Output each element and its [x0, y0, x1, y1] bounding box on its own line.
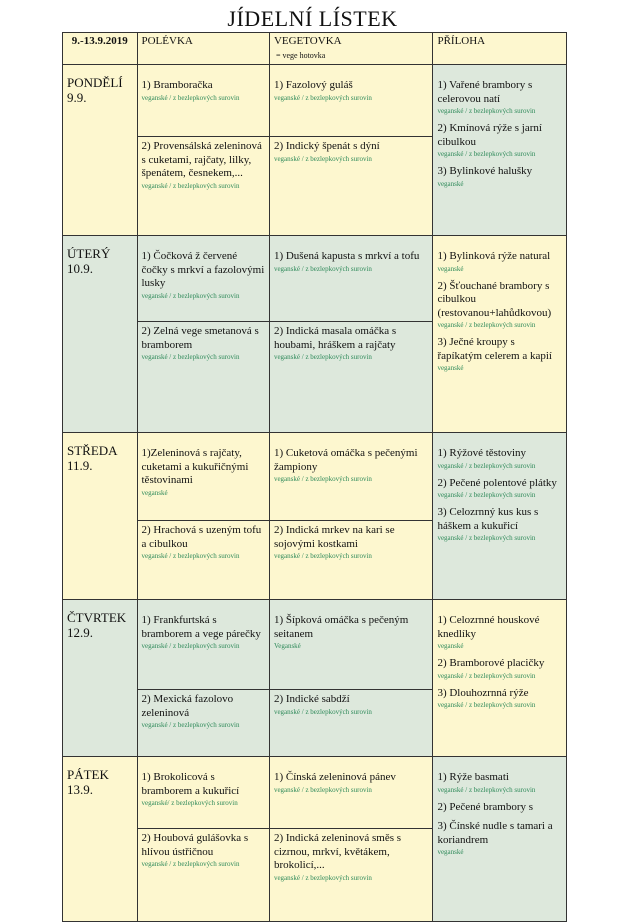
diet-note: veganské / z bezlepkových surovin [437, 107, 536, 115]
day-cell [63, 600, 138, 757]
day-date: 9.9. [67, 90, 87, 105]
side-dish: 3) Celozrnný kus kus s háškem a kukuřicí [437, 506, 539, 532]
side-cell [433, 757, 567, 922]
day-name: PÁTEK [67, 767, 109, 782]
diet-note: veganské/ z bezlepkových surovin [141, 799, 238, 807]
column-header-soup: POLÉVKA [137, 33, 269, 65]
side-dish: 1) Rýže basmati [437, 771, 509, 783]
day-date: 10.9. [67, 261, 93, 276]
menu-table [62, 32, 567, 922]
day-row [63, 600, 567, 690]
side-item [437, 250, 562, 274]
side-cell [433, 600, 567, 757]
diet-note: veganské / z bezlepkových surovin [141, 93, 240, 102]
day-name: ČTVRTEK [67, 610, 127, 625]
veg-cell [269, 322, 433, 433]
diet-note: veganské / z bezlepkových surovin [141, 181, 240, 190]
diet-note: veganské / z bezlepkových surovin [437, 321, 536, 329]
veg-dish: 2) Indická zeleninová směs s cizrnou, mrkví, květákem, brokolicí,... [273, 832, 402, 871]
diet-note: veganské / z bezlepkových surovin [273, 707, 372, 716]
diet-note: veganské / z bezlepkových surovin [273, 475, 372, 483]
veg-cell [269, 137, 433, 236]
diet-note: veganské / z bezlepkových surovin [437, 150, 536, 158]
soup-cell [137, 757, 269, 829]
side-item [437, 79, 562, 116]
side-cell [433, 433, 567, 600]
side-item [437, 477, 562, 501]
side-item [437, 165, 562, 189]
diet-note: veganské / z bezlepkových surovin [437, 785, 536, 794]
side-item [437, 657, 562, 681]
diet-note: veganské / z bezlepkových surovin [437, 701, 536, 709]
soup-dish: 1) Brokolicová s bramborem a kukuřicí [141, 771, 240, 797]
day-name: ÚTERÝ [67, 246, 111, 261]
diet-note: veganské / z bezlepkových surovin [273, 353, 372, 361]
soup-dish: 1) Čočková ž červené čočky s mrkví a fazolovými lusky [141, 250, 265, 289]
soup-cell [137, 521, 269, 600]
veg-dish: 2) Indické sabdží [273, 693, 350, 705]
diet-note: veganské / z bezlepkových surovin [273, 264, 372, 273]
veg-dish: 1) Fazolový guláš [273, 79, 353, 91]
side-item [437, 687, 562, 711]
side-dish: 3) Čínské nudle s tamari a koriandrem [437, 820, 553, 846]
side-cell [433, 236, 567, 433]
veg-cell [269, 521, 433, 600]
diet-note: veganské / z bezlepkových surovin [141, 552, 240, 560]
day-row [63, 65, 567, 137]
side-dish: 2) Pečené brambory s [437, 800, 534, 813]
soup-cell [137, 433, 269, 521]
day-cell [63, 433, 138, 600]
side-item [437, 336, 562, 373]
soup-dish: 1) Frankfurtská s bramborem a vege párečky [141, 614, 261, 640]
side-item [437, 122, 562, 159]
diet-note: veganské / z bezlepkových surovin [273, 873, 372, 882]
column-header-veg-label: VEGETOVKA [273, 35, 342, 47]
soup-dish: 2) Hrachová s uzeným tofu a cibulkou [141, 524, 262, 550]
soup-dish: 2) Houbová gulášovka s hlívou ústřičnou [141, 832, 249, 858]
side-dish: 2) Bramborové placičky [437, 657, 545, 669]
soup-cell [137, 65, 269, 137]
diet-note: veganské / z bezlepkových surovin [141, 353, 240, 361]
veg-cell [269, 757, 433, 829]
side-dish: 2) Kmínová rýže s jarní cibulkou [437, 122, 542, 148]
diet-note: veganské / z bezlepkových surovin [437, 491, 536, 499]
veg-cell [269, 600, 433, 690]
soup-cell [137, 236, 269, 322]
day-row [63, 236, 567, 322]
side-item [437, 447, 562, 471]
veg-dish: 1) Dušená kapusta s mrkví a tofu [273, 250, 420, 262]
diet-note: Veganské [273, 642, 301, 650]
diet-note: veganské [437, 364, 464, 372]
day-cell [63, 757, 138, 922]
diet-note: veganské [437, 179, 464, 188]
side-dish: 1) Vařené brambory s celerovou natí [437, 79, 533, 105]
soup-cell [137, 829, 269, 922]
veg-cell [269, 65, 433, 137]
soup-dish: 2) Provensálská zeleninová s cuketami, rajčaty, lilky, špenátem, česnekem,... [141, 140, 262, 179]
veg-dish: 2) Indická mrkev na kari se sojovými kostkami [273, 524, 395, 550]
diet-note: veganské / z bezlepkových surovin [273, 552, 372, 560]
day-row [63, 433, 567, 521]
day-name: STŘEDA [67, 443, 118, 458]
veg-cell [269, 433, 433, 521]
day-date: 11.9. [67, 458, 93, 473]
veg-dish: 1) Cuketová omáčka s pečenými žampiony [273, 447, 418, 473]
diet-note: veganské / z bezlepkových surovin [273, 785, 372, 794]
diet-note: veganské [437, 642, 464, 650]
diet-note: veganské / z bezlepkových surovin [273, 154, 372, 163]
soup-dish: 1)Zeleninová s rajčaty, cuketami a kukuřičnými těstovinami [141, 447, 249, 486]
side-dish: 3) Ječné kroupy s řapíkatým celerem a kapií [437, 336, 552, 362]
side-dish: 2) Šťouchané brambory s cibulkou (restovanou+lahůdkovou) [437, 279, 552, 319]
side-item [437, 801, 562, 815]
veg-dish: 2) Indická masala omáčka s houbami, hráškem a rajčaty [273, 325, 397, 351]
day-name: PONDĚLÍ [67, 75, 123, 90]
veg-dish: 2) Indický špenát s dýní [273, 140, 380, 152]
diet-note: veganské [141, 488, 168, 497]
days-body [63, 65, 567, 922]
veg-dish: 1) Šípková omáčka s pečeným seitanem [273, 614, 409, 640]
diet-note: veganské / z bezlepkových surovin [141, 721, 240, 729]
soup-dish: 2) Mexická fazolovo zeleninová [141, 693, 234, 719]
column-header-veg-sub: = vege hotovka [275, 51, 326, 60]
menu-title: JÍDELNÍ LÍSTEK [227, 6, 398, 31]
side-dish: 1) Bylinková rýže natural [437, 250, 551, 262]
day-cell [63, 65, 138, 236]
side-dish: 2) Pečené polentové plátky [437, 476, 557, 489]
soup-dish: 2) Zelná vege smetanová s bramborem [141, 325, 259, 351]
soup-cell [137, 690, 269, 757]
side-dish: 1) Celozrnné houskové knedlíky [437, 614, 540, 640]
column-header-side: PŘÍLOHA [433, 33, 567, 65]
veg-dish: 1) Čínská zeleninová pánev [273, 771, 396, 783]
diet-note: veganské / z bezlepkových surovin [437, 534, 536, 542]
date-range: 9.-13.9.2019 [63, 33, 138, 65]
diet-note: veganské / z bezlepkových surovin [141, 642, 240, 650]
side-item [437, 820, 562, 857]
soup-cell [137, 322, 269, 433]
diet-note: veganské [437, 264, 464, 273]
side-item [437, 506, 562, 543]
side-cell [433, 65, 567, 236]
side-item [437, 771, 562, 795]
veg-cell [269, 829, 433, 922]
veg-cell [269, 690, 433, 757]
diet-note: veganské [437, 848, 464, 856]
day-cell [63, 236, 138, 433]
column-header-veg [269, 33, 433, 65]
side-item [437, 280, 562, 331]
side-dish: 1) Rýžové těstoviny [437, 447, 527, 459]
diet-note: veganské / z bezlepkových surovin [437, 461, 536, 470]
soup-cell [137, 600, 269, 690]
diet-note: veganské / z bezlepkových surovin [141, 860, 240, 868]
side-item [437, 614, 562, 651]
day-row [63, 757, 567, 829]
day-date: 13.9. [67, 782, 93, 797]
soup-dish: 1) Bramboračka [141, 79, 213, 91]
side-dish: 3) Bylinkové halušky [437, 165, 533, 177]
diet-note: veganské / z bezlepkových surovin [273, 93, 372, 102]
diet-note: veganské / z bezlepkových surovin [141, 291, 240, 300]
day-date: 12.9. [67, 625, 93, 640]
soup-cell [137, 137, 269, 236]
side-dish: 3) Dlouhozrnná rýže [437, 686, 529, 699]
diet-note: veganské / z bezlepkových surovin [437, 671, 536, 680]
veg-cell [269, 236, 433, 322]
